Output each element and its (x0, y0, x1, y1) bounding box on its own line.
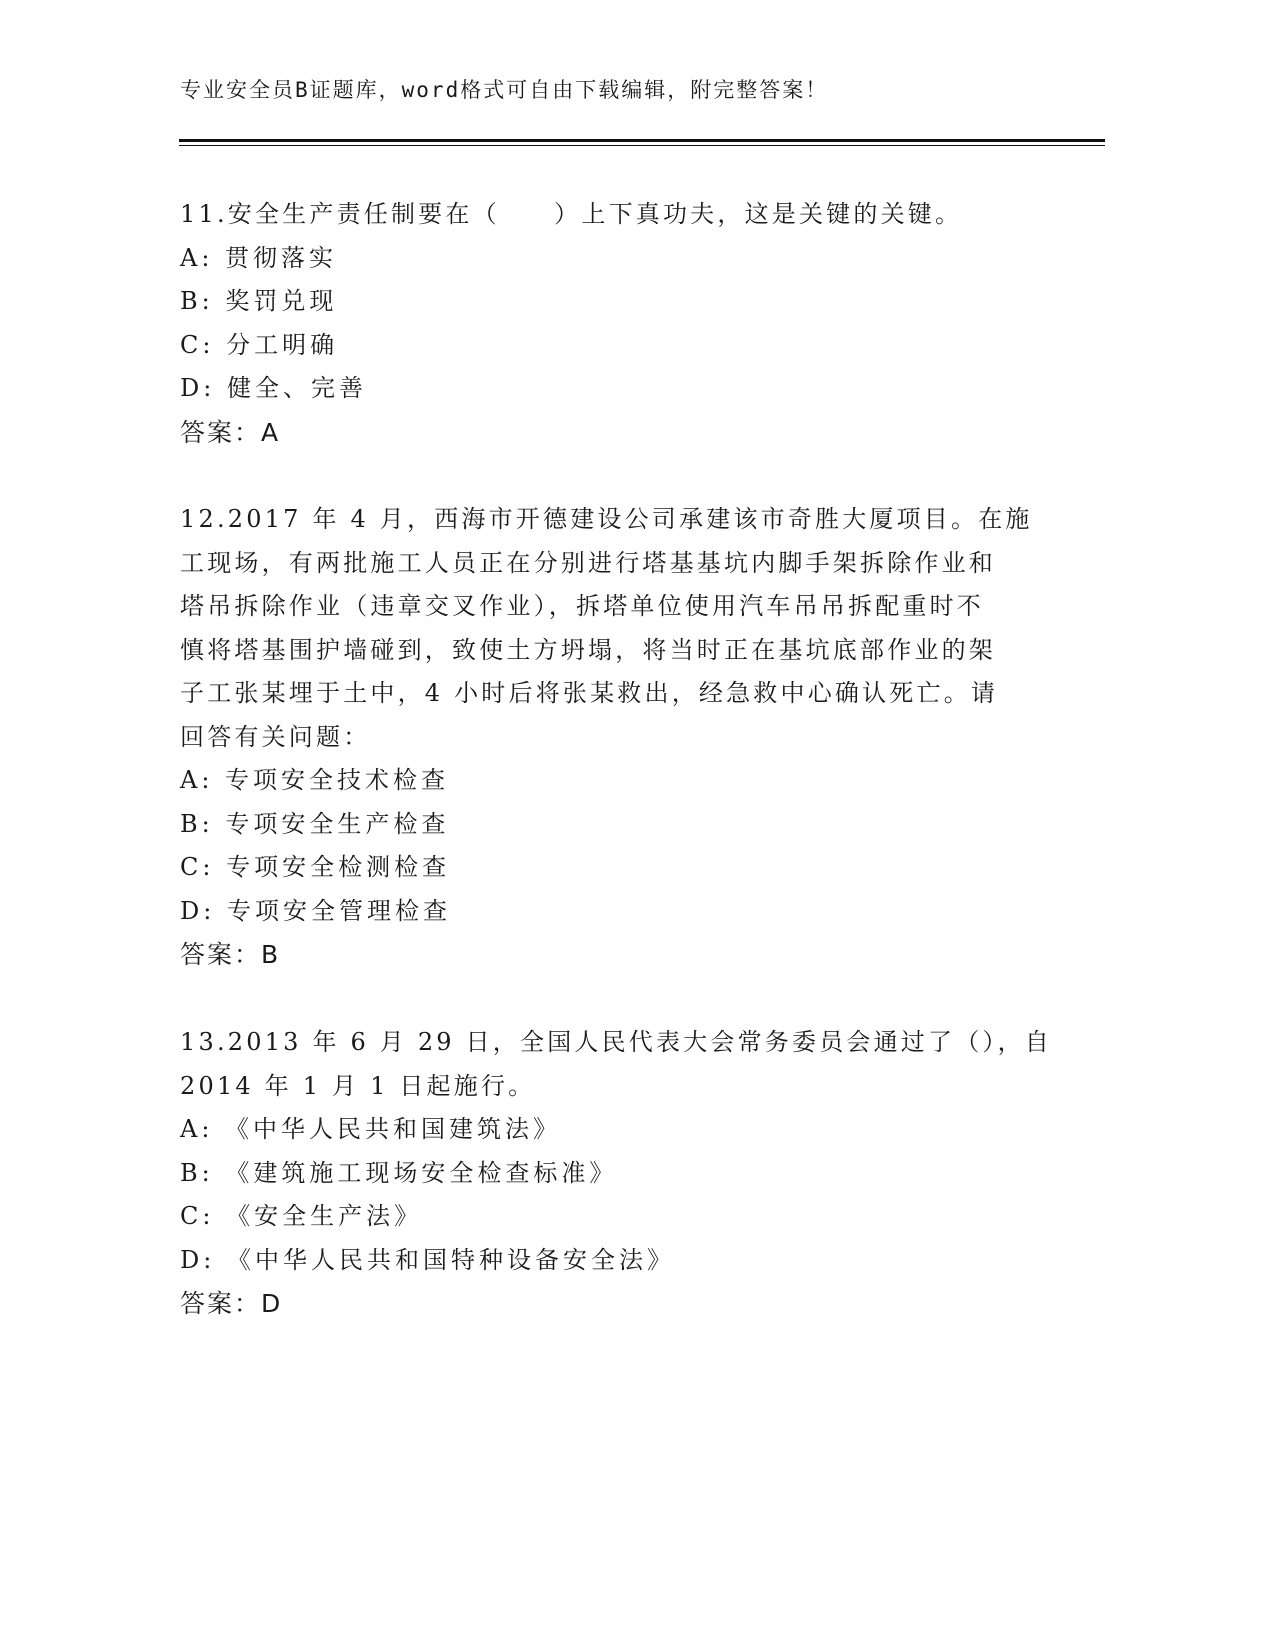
option-b: B: 专项安全生产检查 (180, 809, 450, 838)
question-stem: 回答有关问题： (180, 722, 371, 751)
question-stem: 慎将塔基围护墙碰到，致使土方坍塌，将当时正在基坑底部作业的架 (180, 635, 996, 664)
question-stem: 塔吊拆除作业（违章交叉作业），拆塔单位使用汽车吊吊拆配重时不 (180, 592, 984, 620)
option-d: D: 健全、完善 (180, 374, 367, 402)
option-c: C: 专项安全检测检查 (180, 853, 451, 881)
answer-text: 答案：B (180, 940, 281, 969)
option-b: B: 《建筑施工现场安全检查标准》 (180, 1158, 618, 1187)
header-divider-thin (179, 145, 1105, 146)
question-12 (180, 498, 1033, 977)
option-a: A: 《中华人民共和国建筑法》 (180, 1115, 562, 1143)
question-stem: 子工张某埋于土中，4 小时后将张某救出，经急救中心确认死亡。请 (180, 679, 999, 707)
option-a: A: 贯彻落实 (180, 243, 338, 272)
question-stem: 11.安全生产责任制要在（ ）上下真功夫，这是关键的关键。 (180, 200, 963, 228)
option-a: A: 专项安全技术检查 (180, 766, 450, 794)
answer-text: 答案：A (180, 417, 281, 447)
question-stem: 13.2013 年 6 月 29 日，全国人民代表大会常务委员会通过了（），自 (180, 1028, 1052, 1056)
question-stem: 工现场，有两批施工人员正在分别进行塔基基坑内脚手架拆除作业和 (180, 548, 996, 577)
option-c: C: 《安全生产法》 (180, 1202, 423, 1230)
question-stem: 2014 年 1 月 1 日起施行。 (180, 1071, 536, 1100)
header-divider-thick (179, 139, 1105, 142)
option-d: D: 《中华人民共和国特种设备安全法》 (180, 1245, 675, 1274)
option-b: B: 奖罚兑现 (180, 287, 338, 315)
question-11 (180, 193, 1030, 454)
answer-text: 答案：D (180, 1289, 283, 1318)
page-header-text: 专业安全员B证题库，word格式可自由下载编辑，附完整答案！ (180, 78, 829, 102)
question-13 (180, 1021, 1052, 1326)
question-stem: 12.2017 年 4 月，西海市开德建设公司承建该市奇胜大厦项目。在施 (180, 505, 1033, 533)
option-d: D: 专项安全管理检查 (180, 896, 451, 925)
option-c: C: 分工明确 (180, 330, 339, 359)
